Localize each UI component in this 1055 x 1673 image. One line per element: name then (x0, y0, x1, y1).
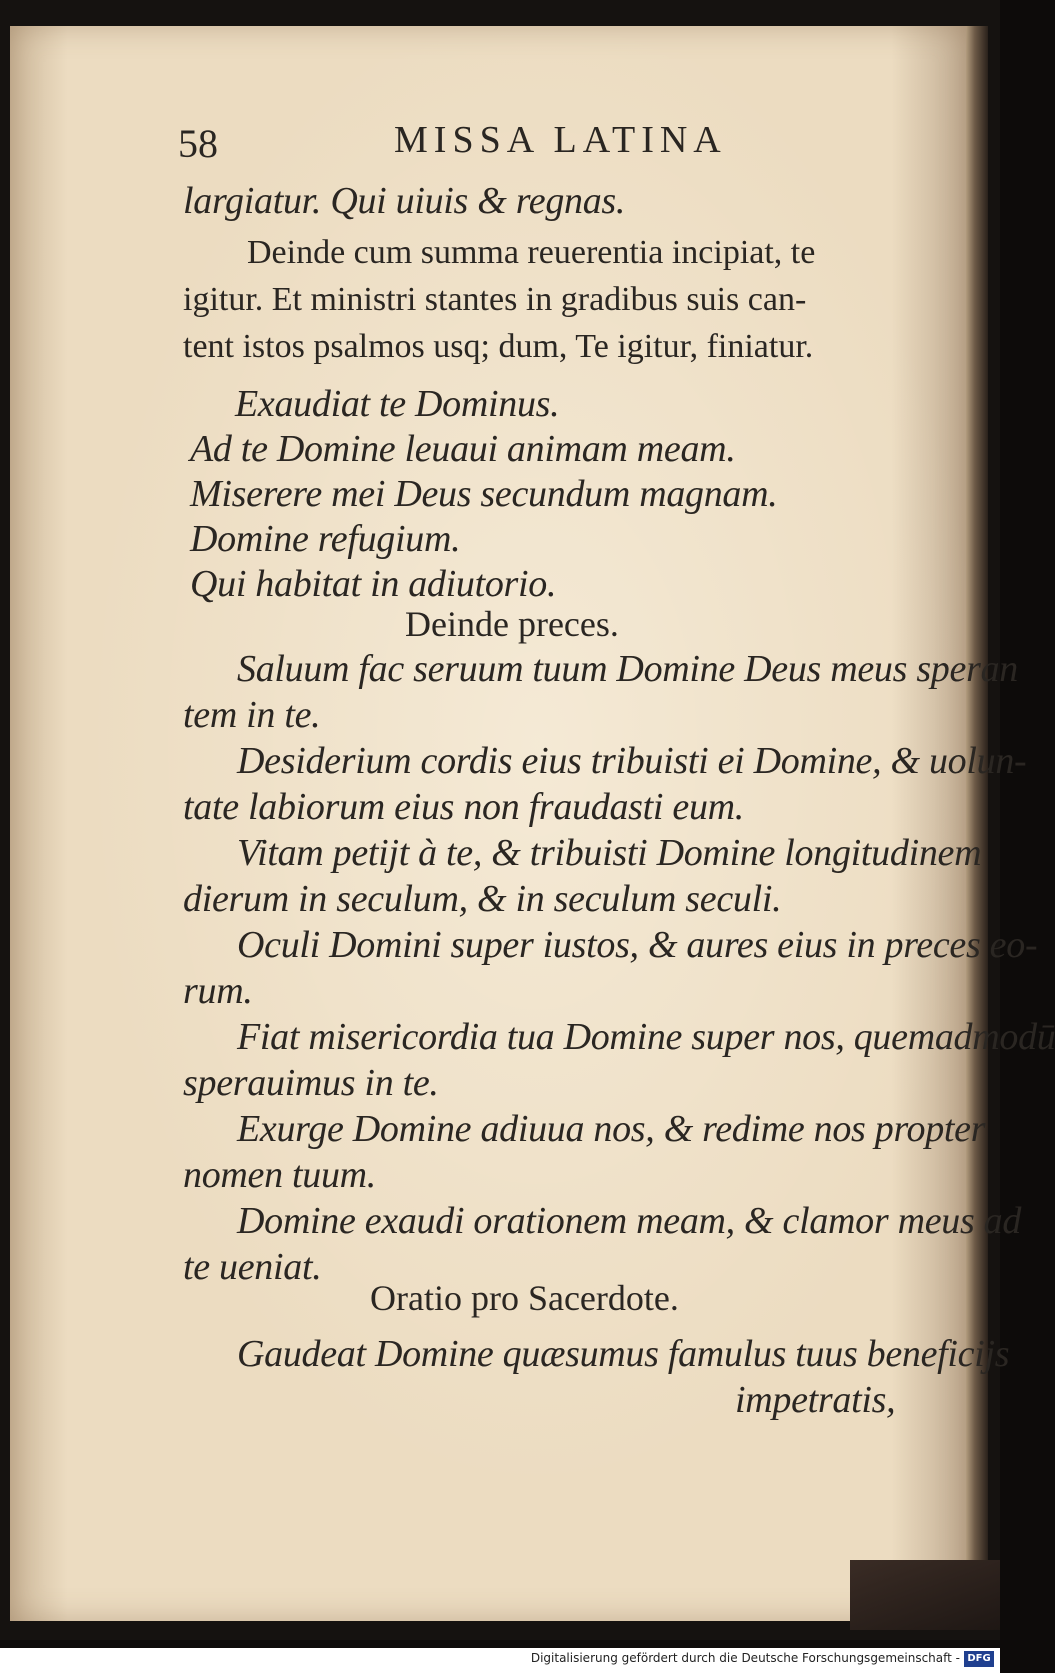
text-line (237, 1110, 985, 1148)
text-line (183, 182, 625, 220)
text-run: Exurge (237, 1108, 353, 1150)
text-line (183, 1156, 376, 1194)
text-line (183, 1064, 439, 1102)
text-line (237, 1335, 1009, 1373)
text-run: nomen tuum. (183, 1154, 377, 1196)
text-run: Domine adiuua nos, & redime nos propter (352, 1108, 986, 1150)
text-run: Saluum fac seruum tuum (237, 648, 617, 690)
text-run: Miserere mei (190, 473, 395, 515)
text-line (183, 330, 813, 364)
page-edge (966, 26, 988, 1621)
text-run: largiatur. Qui uiuis & regnas. (183, 180, 626, 222)
text-line (237, 834, 981, 872)
text-line (183, 696, 320, 734)
text-line (183, 283, 806, 317)
text-run: tate labiorum eius non fraudasti eum. (183, 786, 744, 828)
text-run: Deinde cum summa reuerentia incipiat, te (247, 234, 816, 271)
text-line (237, 1018, 1055, 1056)
text-line (183, 972, 253, 1010)
text-run: Domine quæsumus famulus tuus beneficijs (374, 1333, 1010, 1375)
text-run: tem in te. (183, 694, 321, 736)
text-run: impetratis, (735, 1379, 896, 1421)
text-line (190, 520, 460, 558)
heading-oratio: Oratio pro Sacerdote. (370, 1278, 679, 1318)
text-run: Domini super iustos, & aures eius in preces eo- (329, 924, 1038, 966)
text-run: Fiat misericordia tua (237, 1016, 564, 1058)
text-run: Domine exaudi orationem meam, & clamor meus ad (237, 1200, 1022, 1242)
text-run: Domine Deus meus speran (616, 648, 1018, 690)
text-line (190, 430, 736, 468)
text-line (237, 742, 1026, 780)
dfg-logo: DFG (964, 1651, 994, 1667)
text-line (247, 236, 815, 270)
text-run: Domine leuaui animam meam. (276, 428, 736, 470)
text-run: Domine, & uolun- (753, 740, 1027, 782)
text-line (735, 1381, 895, 1419)
text-run: Oculi (237, 924, 330, 966)
text-line (237, 926, 1037, 964)
text-line (237, 650, 1018, 688)
text-run: rum. (183, 970, 253, 1012)
text-line (237, 1202, 1021, 1240)
text-run: Domine super nos, quemadmodū (563, 1016, 1055, 1058)
text-run: Domine refugium. (190, 518, 461, 560)
footer-credit: Digitalisierung gefördert durch die Deutsche Forschungsgemeinschaft - (530, 1651, 960, 1665)
text-run: Domine longitudinem (656, 832, 982, 874)
text-run: Qui habitat in adiutorio. (190, 563, 557, 605)
text-run: Ad te (190, 428, 277, 470)
text-run: Gaudeat (237, 1333, 375, 1375)
page-number: 58 (178, 121, 218, 166)
text-line (190, 565, 556, 603)
text-run: Exaudiat te (235, 383, 416, 425)
text-run: Deus secundum magnam. (394, 473, 778, 515)
text-run: sperauimus in te. (183, 1062, 439, 1104)
text-line (183, 788, 744, 826)
text-line (235, 385, 559, 423)
text-run: dierum in seculum, & in seculum seculi. (183, 878, 782, 920)
text-run: Dominus. (415, 383, 560, 425)
text-run: tent istos psalmos usq; dum, Te igitur, finiatur. (183, 328, 814, 365)
text-run: Desiderium cordis eius tribuisti ei (237, 740, 754, 782)
text-run: Vitam petijt à te, & tribuisti (237, 832, 657, 874)
text-run: te ueniat. (183, 1246, 322, 1288)
text-line (183, 1248, 321, 1286)
text-line (190, 475, 777, 513)
text-run: igitur. Et ministri stantes in gradibus suis can- (183, 281, 807, 318)
text-line (183, 880, 781, 918)
page-corner-shadow (850, 1560, 1000, 1630)
running-head: MISSA LATINA (394, 119, 727, 161)
heading-preces: Deinde preces. (405, 604, 619, 644)
